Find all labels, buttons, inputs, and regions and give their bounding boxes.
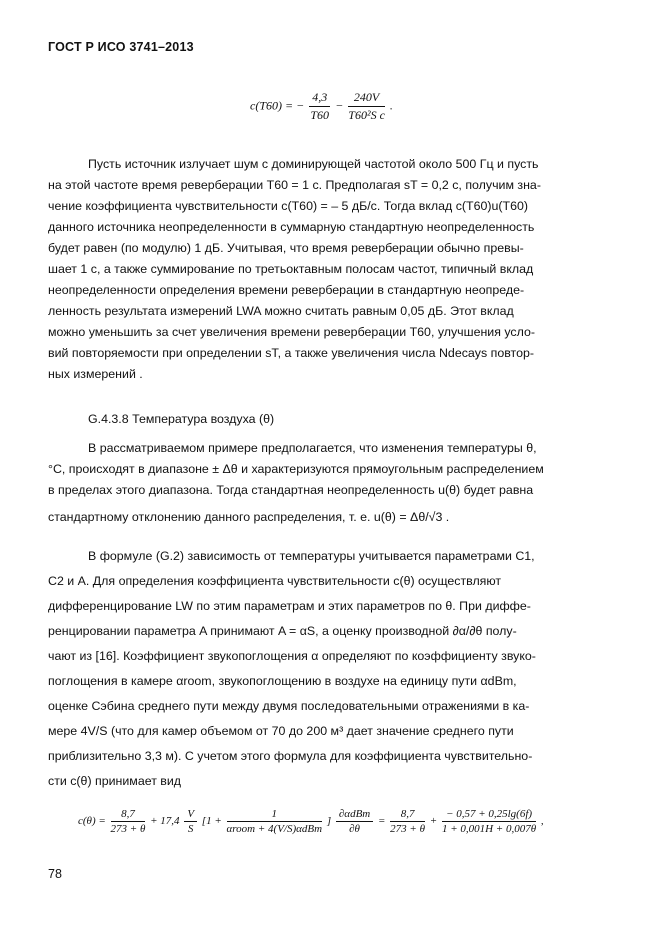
eq-bot-frac-e: [390, 808, 425, 835]
document-header: ГОСТ Р ИСО 3741–2013: [48, 40, 194, 54]
p1-line: можно уменьшить за счет увеличения времени реверберации T60, улучшения усло-: [48, 325, 536, 339]
eq-bot-frac-c: [227, 808, 323, 835]
section-title: G.4.3.8 Температура воздуха (θ): [88, 412, 275, 426]
eq-bot-frac-f-den: 1 + 0,001H + 0,007θ: [441, 823, 537, 835]
p1-line: ленность результата измерений LWA можно считать равным 0,05 дБ. Этот вклад: [48, 304, 514, 318]
p3-line: чают из [16]. Коэффициент звукопоглощения α определяют по коэффициенту звуко-: [48, 649, 536, 663]
eq-bot-frac-b: [184, 808, 197, 835]
eq-bot-bracket-close: ]: [326, 815, 332, 828]
eq-top-lhs: c(T60) = −: [250, 98, 305, 113]
p1-line: будет равен (по модулю) 1 дБ. Учитывая, что время реверберации обычно превы-: [48, 241, 524, 255]
eq-bot-lhs: c(θ) =: [78, 815, 106, 828]
p3-line-text: В формуле (G.2) зависимость от температуры учитывается параметрами C1,: [88, 549, 535, 563]
p1-line: данного источника неопределенности в суммарную стандартную неопределенность: [48, 220, 535, 234]
p2-line: [48, 438, 620, 459]
p3-line: поглощения в камере αroom, звукопоглощению в воздухе на единицу пути αdBm,: [48, 674, 517, 688]
eq-top-frac-2-den: T60²S c: [348, 108, 385, 122]
eq-bot-equals: =: [377, 815, 386, 828]
p1-line: ных измерений .: [48, 367, 143, 381]
eq-top-frac-1-num: 4,3: [309, 90, 330, 107]
eq-bot-frac-d: [336, 808, 373, 835]
eq-top-frac-2-num: 240V: [348, 90, 385, 107]
eq-bot-frac-a-den: 273 + θ: [110, 823, 146, 835]
eq-bot-frac-a-num: 8,7: [111, 808, 146, 822]
eq-top-frac-1: [309, 90, 330, 123]
paragraph-temperature: [48, 438, 620, 528]
p1-line: на этой частоте время реверберации T60 = 1 с. Предполагая sT = 0,2 с, получим зна-: [48, 178, 541, 192]
eq-bot-frac-f: [442, 808, 536, 835]
eq-bot-frac-d-den: ∂θ: [349, 823, 360, 835]
page-number: 78: [48, 867, 62, 881]
p3-line: C2 и A. Для определения коэффициента чувствительности c(θ) осуществляют: [48, 574, 502, 588]
p3-line: дифференцирование LW по этим параметрам и этих параметров по θ. При диффе-: [48, 599, 531, 613]
p2-line: стандартному отклонению данного распределения, т. е. u(θ) = Δθ/√3 .: [48, 510, 450, 524]
eq-bot-frac-d-num: ∂αdBm: [336, 808, 373, 822]
p3-line: оценке Сэбина среднего пути между двумя последовательными отражениями в ка-: [48, 699, 530, 713]
eq-top-minus: −: [335, 98, 344, 113]
eq-top-frac-1-den: T60: [310, 108, 330, 122]
eq-bot-frac-b-num: V: [184, 808, 197, 822]
eq-bot-frac-e-num: 8,7: [390, 808, 425, 822]
paragraph-coefficients: [48, 546, 620, 792]
p1-line: вий повторяемости при определении sT, а также увеличения числа Ndecays повтор-: [48, 346, 534, 360]
p3-line: [48, 546, 620, 567]
p3-line: ренцировании параметра A принимают A = αS, а оценку производной ∂α/∂θ полу-: [48, 624, 517, 638]
p1-line: шает 1 с, а также суммирование по третьоктавным полосам частот, типичный вклад: [48, 262, 534, 276]
p1-line: неопределенности определения времени реверберации в стандартную неопреде-: [48, 283, 525, 297]
p2-line: в пределах этого диапазона. Тогда стандартная неопределенность u(θ) будет равна: [48, 483, 534, 497]
p3-line: сти c(θ) принимает вид: [48, 774, 182, 788]
eq-bot-frac-f-num: − 0,57 + 0,25lg(6f): [442, 808, 536, 822]
eq-bot-frac-b-den: S: [187, 823, 194, 835]
p1-line-text: Пусть источник излучает шум с доминирующей частотой около 500 Гц и пусть: [88, 157, 539, 171]
eq-bot-plus2: +: [429, 815, 438, 828]
p2-line: °С, происходят в диапазоне ± Δθ и характеризуются прямоугольным распределением: [48, 462, 544, 476]
p3-line: приблизительно 3,3 м). С учетом этого формула для коэффициента чувствительно-: [48, 749, 533, 763]
eq-top-end: .: [389, 98, 393, 113]
p1-line: чение коэффициента чувствительности c(T60) = – 5 дБ/с. Тогда вклад c(T60)u(T60): [48, 199, 529, 213]
eq-bot-frac-c-den: αroom + 4(V/S)αdBm: [226, 823, 323, 835]
paragraph-reverberation: [48, 154, 620, 385]
eq-bot-frac-e-den: 273 + θ: [390, 823, 425, 835]
eq-bot-frac-a: [111, 808, 146, 835]
p2-line-text: В рассматриваемом примере предполагается, что изменения температуры θ,: [88, 441, 537, 455]
p1-line: [48, 154, 620, 175]
eq-bot-end: ,: [540, 815, 544, 828]
eq-bot-bracket-open: [1 +: [201, 815, 222, 828]
p3-line: мере 4V/S (что для камер объемом от 70 до 200 м³ дает значение среднего пути: [48, 724, 514, 738]
eq-bot-frac-c-num: 1: [227, 808, 323, 822]
eq-bot-plus1: + 17,4: [150, 815, 180, 828]
equation-top: [250, 90, 393, 123]
eq-top-frac-2: [348, 90, 385, 123]
equation-bottom: [78, 808, 544, 835]
